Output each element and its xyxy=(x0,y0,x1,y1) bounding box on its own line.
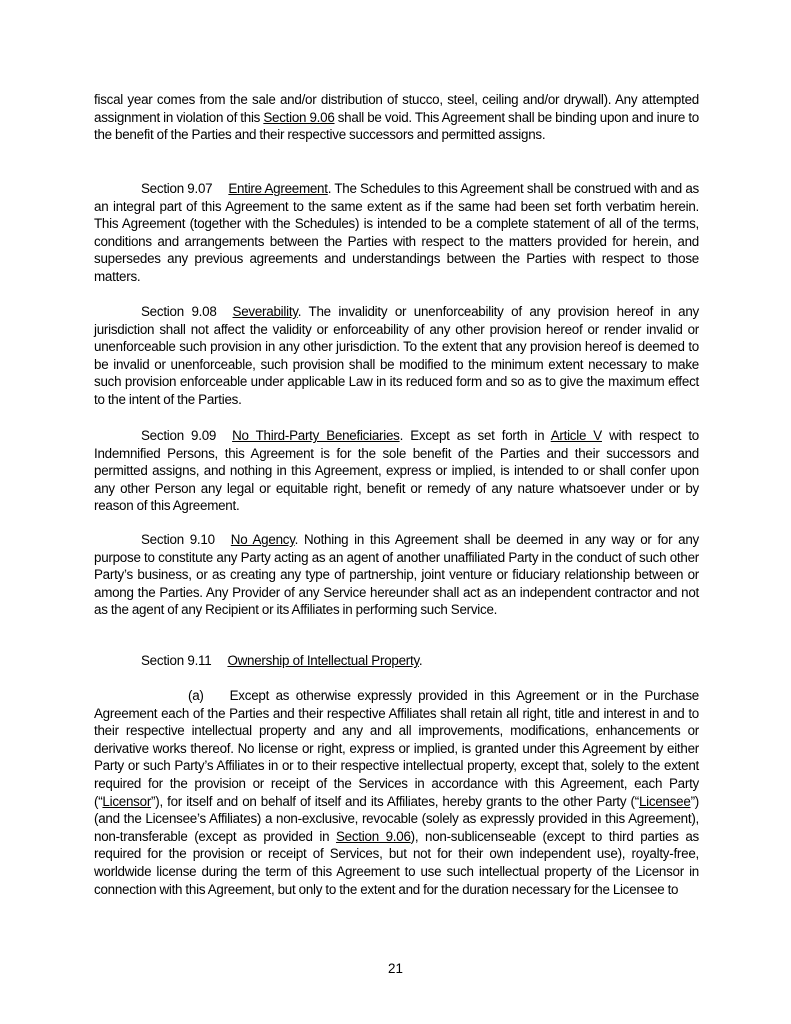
section-body: . The Schedules to this Agreement shall be construed with and as an integral part of this Agreement to the same extent as if the same had been set forth verbatim herein. This Agreement (together with the Schedules) is intended to be a complete statement of all of the terms, conditions and arrangements between the Parties with respect to the matters provided for herein, and supersedes any previous agreements and understandings between the Parties with respect to those matters. xyxy=(94,181,699,284)
paragraph-text: ), non-sublicenseable (except to third parties as required for the provision or receipt of Services, but not for their own independent use), royalty-free, worldwide license during the term of this Agreement to use such intellectual property of the Licensor in connection with this Agreement, but only to the extent and for the duration necessary for the Licensee to xyxy=(94,828,699,897)
section-title: Entire Agreement xyxy=(228,181,328,196)
defined-term-licensee: Licensee xyxy=(638,793,691,809)
section-number: Section 9.10 xyxy=(141,532,215,547)
section-title: No Third-Party Beneficiaries xyxy=(232,428,400,443)
section-9-10-no-agency xyxy=(94,531,699,619)
section-title: Severability xyxy=(232,304,298,319)
paragraph-text: Except as otherwise expressly provided in this Agreement or in the Purchase Agreement each of the Parties and their respective Affiliates shall retain all right, title and interest in and to their respective intellectual property and any and all improvements, modifications, enhancements or derivative works thereof. No license or right, express or implied, is granted under this Agreement by either Party or such Party’s Affiliates in or to their respective intellectual property, except that, solely to the extent required for the provision or receipt of the Services in accordance with this Agreement, each Party (“ xyxy=(94,688,699,809)
section-title-end: . xyxy=(418,653,423,668)
page-number: 21 xyxy=(388,961,403,976)
paragraph-assignment-continuation xyxy=(94,91,699,144)
section-9-09-no-third-party-beneficiaries xyxy=(94,427,699,515)
section-title: No Agency xyxy=(230,532,295,547)
section-reference-9-06: Section 9.06 xyxy=(263,109,335,125)
paragraph-text: ”), for itself and on behalf of itself and its Affiliates, hereby grants to the other Party (“ xyxy=(151,793,639,809)
section-body: with respect to Indemnified Persons, this Agreement is for the sole benefit of the Parties and their successors and permitted assigns, and nothing in this Agreement, express or implied, is intended to or shall confer upon any other Person any legal or equitable right, benefit or remedy of any nature whatsoever under or by reason of this Agreement. xyxy=(94,428,699,514)
subsection-label: (a) xyxy=(188,688,204,703)
section-9-11-heading xyxy=(141,653,422,668)
section-title: Ownership of Intellectual Property xyxy=(227,653,419,668)
section-9-11-a-paragraph xyxy=(94,687,699,898)
section-9-08-severability xyxy=(94,303,699,409)
section-number: Section 9.08 xyxy=(141,304,217,319)
section-body: . The invalidity or unenforceability of any provision hereof in any jurisdiction shall not affect the validity or enforceability of any other provision hereof or render invalid or unenforceable such provision in any other jurisdiction. To the extent that any provision hereof is deemed to be invalid or unenforceable, such provision shall be modified to the minimum extent necessary to make such provision enforceable under applicable Law in its reduced form and so as to give the maximum effect to the intent of the Parties. xyxy=(94,304,699,407)
section-reference-9-06: Section 9.06 xyxy=(335,828,411,844)
section-number: Section 9.07 xyxy=(141,181,213,196)
section-number: Section 9.09 xyxy=(141,428,217,443)
section-body: . Except as set forth in xyxy=(399,428,551,443)
article-reference-v: Article V xyxy=(550,428,602,443)
defined-term-licensor: Licensor xyxy=(102,793,152,809)
section-number: Section 9.11 xyxy=(141,653,212,668)
paragraph-text: ”) (and the Licensee’s Affiliates) a non-exclusive, revocable (solely as expressly provided in this Agreement), non-transferable (except as provided in xyxy=(94,793,699,844)
section-9-07-entire-agreement xyxy=(94,180,699,286)
paragraph-text: fiscal year comes from the sale and/or distribution of stucco, steel, ceiling and/or drywall). Any attempted assignment in violation of this xyxy=(94,92,699,125)
section-body: . Nothing in this Agreement shall be deemed in any way or for any purpose to constitute any Party acting as an agent of another unaffiliated Party in the conduct of such other Party’s business, or as creating any type of partnership, joint venture or fiduciary relationship between or among the Parties. Any Provider of any Service hereunder shall act as an independent contractor and not as the agent of any Recipient or its Affiliates in performing such Service. xyxy=(94,532,699,618)
paragraph-text: shall be void. This Agreement shall be binding upon and inure to the benefit of the Parties and their respective successors and permitted assigns. xyxy=(94,109,699,143)
